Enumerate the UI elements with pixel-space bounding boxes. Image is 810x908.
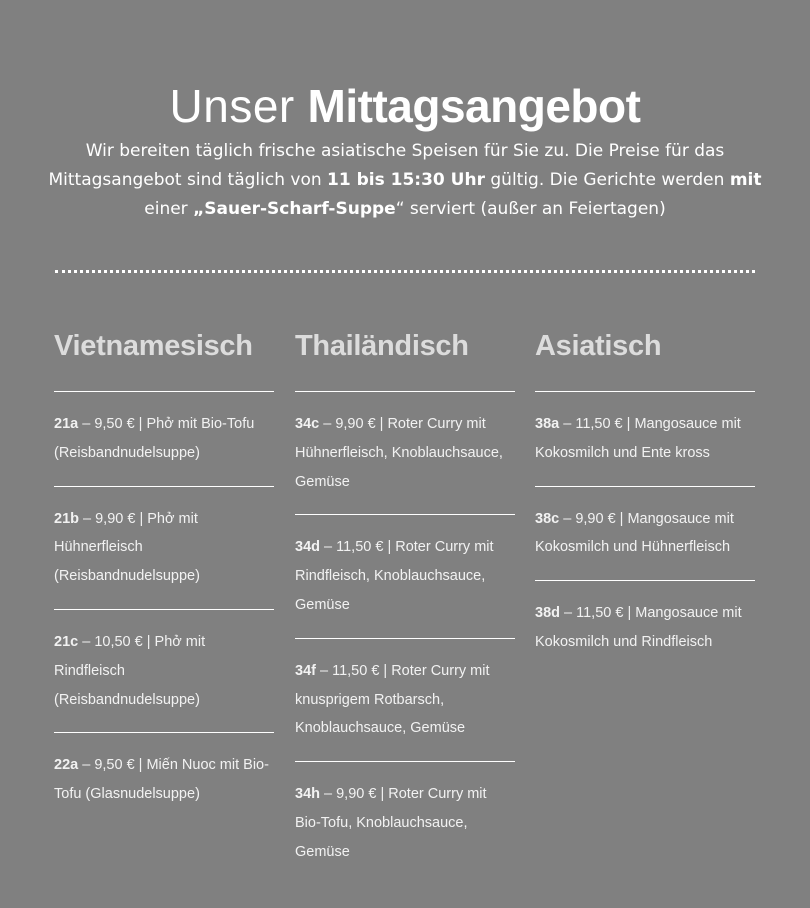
item-code: 21b xyxy=(54,510,79,527)
item-text: – 11,50 € | Roter Curry mit Rindfleisch, Knoblauchsauce, Gemüse xyxy=(295,539,494,613)
menu-item xyxy=(54,733,274,827)
menu-item xyxy=(535,392,755,487)
menu-item xyxy=(54,487,274,610)
item-text: – 11,50 € | Mangosauce mit Kokosmilch und Ente kross xyxy=(535,416,741,461)
item-code: 34c xyxy=(295,416,320,432)
intro-emphasis: mit xyxy=(729,170,762,190)
item-text: – 9,90 € | Roter Curry mit Bio-Tofu, Knoblauchsauce, Gemüse xyxy=(295,786,487,860)
column-thailaendisch xyxy=(295,320,515,885)
dotted-divider xyxy=(55,270,755,273)
intro-part: Wir bereiten täglich frische asiatische Speisen für Sie zu. Die Preise für das Mittagsangebot sind täglich von xyxy=(48,141,725,190)
item-code: 22a xyxy=(54,757,79,774)
item-text: – 10,50 € | Phở mit Rindfleisch (Reisbandnudelsuppe) xyxy=(54,633,206,708)
intro-text xyxy=(40,137,770,224)
page-title xyxy=(0,78,810,134)
intro-part: gültig. Die Gerichte werden xyxy=(484,170,730,190)
menu-item xyxy=(295,392,515,515)
title-bold: Mittagsangebot xyxy=(307,80,641,132)
menu-item xyxy=(54,392,274,487)
intro-soup: „Sauer-Scharf-Suppe xyxy=(193,199,396,219)
column-heading: Vietnamesisch xyxy=(54,330,253,362)
item-code: 21a xyxy=(54,416,79,432)
menu-item xyxy=(54,610,274,733)
item-code: 38c xyxy=(535,510,560,527)
menu-item xyxy=(295,639,515,762)
column-asiatisch xyxy=(535,320,755,675)
intro-hours: 11 bis 15:30 Uhr xyxy=(327,170,485,190)
item-text: – 11,50 € | Mangosauce mit Kokosmilch und Rindfleisch xyxy=(535,605,742,650)
column-heading: Thailändisch xyxy=(295,330,469,362)
item-code: 34d xyxy=(295,539,320,556)
item-code: 21c xyxy=(54,633,79,650)
item-code: 34f xyxy=(295,662,316,679)
menu-item xyxy=(535,581,755,675)
intro-part: einer xyxy=(144,199,194,219)
menu-item xyxy=(295,515,515,638)
item-text: – 9,90 € | Roter Curry mit Hühnerfleisch, Knoblauchsauce, Gemüse xyxy=(295,416,503,490)
item-code: 38a xyxy=(535,416,560,432)
column-vietnamesisch xyxy=(54,320,274,827)
title-light: Unser xyxy=(169,80,295,132)
column-heading: Asiatisch xyxy=(535,330,662,362)
intro-part: “ serviert (außer an Feiertagen) xyxy=(395,199,666,219)
item-code: 34h xyxy=(295,786,320,803)
item-text: – 9,50 € | Phở mit Bio-Tofu (Reisbandnudelsuppe) xyxy=(54,416,255,461)
menu-item xyxy=(295,762,515,884)
item-text: – 9,90 € | Phở mit Hühnerfleisch (Reisbandnudelsuppe) xyxy=(54,510,200,585)
menu-item xyxy=(535,487,755,582)
item-text: – 9,50 € | Miến Nuoc mit Bio-Tofu (Glasnudelsuppe) xyxy=(54,757,269,803)
item-text: – 9,90 € | Mangosauce mit Kokosmilch und Hühnerfleisch xyxy=(535,510,734,556)
item-code: 38d xyxy=(535,605,560,622)
item-text: – 11,50 € | Roter Curry mit knusprigem Rotbarsch, Knoblauchsauce, Gemüse xyxy=(295,662,490,737)
